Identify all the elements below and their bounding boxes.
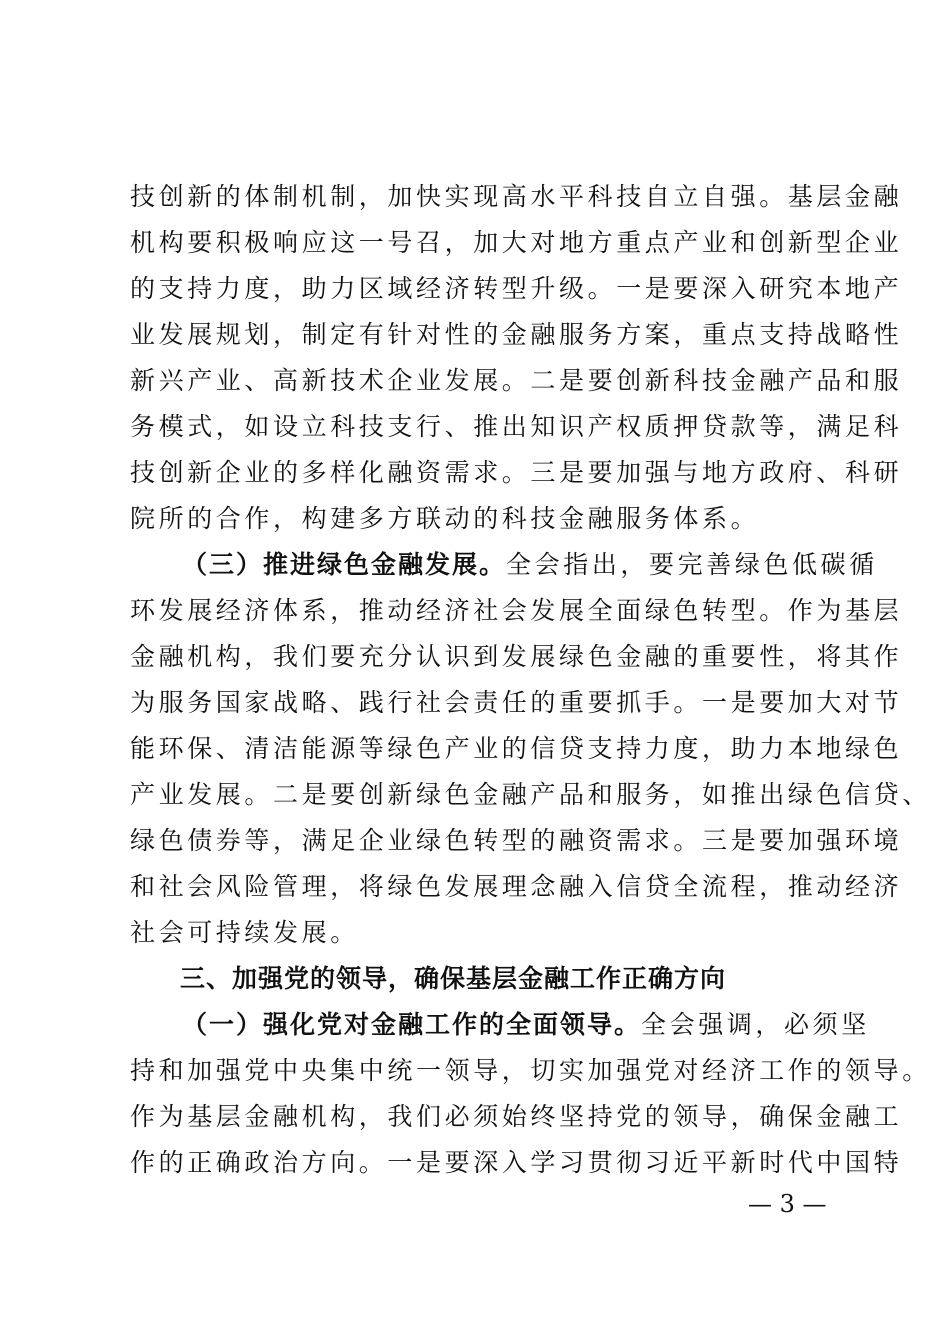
body-text [130,174,931,1186]
paragraph-first-line [130,542,878,588]
text-line: 业发展规划，制定有针对性的金融服务方案，重点支持战略性 [130,320,903,349]
text-line: 务模式，如设立科技支行、推出知识产权质押贷款等，满足科 [130,412,903,441]
paragraph-first-line [130,1002,870,1048]
page-number: — 3 — [748,1190,827,1218]
text-line: 产业发展。二是要创新绿色金融产品和服务，如推出绿色信贷、 [130,780,931,809]
text-line: 持和加强党中央集中统一领导，切实加强党对经济工作的领导。 [130,1056,931,1085]
text-line: 新兴产业、高新技术企业发展。二是要创新科技金融产品和服 [130,366,903,395]
text-line: 作为基层金融机构，我们必须始终坚持党的领导，确保金融工 [130,1102,903,1131]
text-line: 的支持力度，助力区域经济转型升级。一是要深入研究本地产 [130,274,903,303]
text-line: 作的正确政治方向。一是要深入学习贯彻习近平新时代中国特 [130,1148,903,1177]
text-line: 技创新企业的多样化融资需求。三是要加强与地方政府、科研 [130,458,903,487]
text-line: 为服务国家战略、践行社会责任的重要抓手。一是要加大对节 [130,688,903,717]
section-lead-green-finance: （三）推进绿色金融发展。 [182,550,507,579]
text-line: 能环保、清洁能源等绿色产业的信贷支持力度，助力本地绿色 [130,734,903,763]
text-line: 院所的合作，构建多方联动的科技金融服务体系。 [130,504,760,533]
text-line: 金融机构，我们要充分认识到发展绿色金融的重要性，将其作 [130,642,903,671]
paragraph-text: 全会指出，要完善绿色低碳循 [506,550,878,579]
section-heading: 三、加强党的领导，确保基层金融工作正确方向 [180,964,727,993]
section-lead-party-leadership: （一）强化党对金融工作的全面领导。 [182,1010,642,1039]
paragraph-text: 全会强调，必须坚 [641,1010,870,1039]
text-line: 和社会风险管理，将绿色发展理念融入信贷全流程，推动经济 [130,872,903,901]
text-line: 环发展经济体系，推动经济社会发展全面绿色转型。作为基层 [130,596,903,625]
text-line: 绿色债券等，满足企业绿色转型的融资需求。三是要加强环境 [130,826,903,855]
text-line: 技创新的体制机制，加快实现高水平科技自立自强。基层金融 [130,182,903,211]
text-line: 机构要积极响应这一号召，加大对地方重点产业和创新型企业 [130,228,903,257]
text-line: 社会可持续发展。 [130,918,359,947]
